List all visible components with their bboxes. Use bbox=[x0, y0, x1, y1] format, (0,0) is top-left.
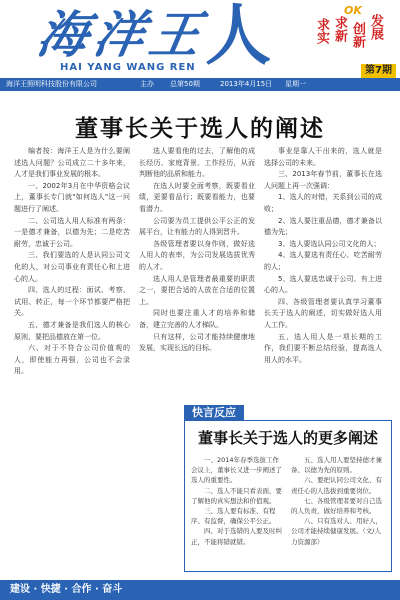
paragraph: 事业是靠人干出来的，选人就是选择公司的未来。 bbox=[264, 147, 382, 167]
paragraph: 四、对于选错的人要及时纠正，不能将错就错。 bbox=[191, 527, 282, 546]
paragraph: 三、2013年春节前，董事长在选人问题上再一次强调： bbox=[264, 170, 382, 190]
info-date: 2013年4月15日 bbox=[220, 80, 273, 88]
info-period: 总第50期 bbox=[170, 80, 200, 88]
paragraph: 六、对于不符合公司价值观的人，即使能力再强，公司也不会录用。 bbox=[14, 344, 130, 376]
slogan-3: 创新 bbox=[350, 22, 365, 48]
paragraph: 一、2014年春季选拔工作会议上，董事长又进一步阐述了选人的重要性。 bbox=[191, 456, 282, 485]
masthead-pinyin: HAI YANG WANG REN bbox=[60, 62, 196, 73]
masthead-title: 海洋王 bbox=[32, 5, 212, 64]
quick-column-2 bbox=[291, 455, 385, 547]
quick-response-box bbox=[184, 420, 392, 572]
paragraph: 编者按：海洋王人是为什么要阐述选人问题？公司成立二十多年来，人才是我们事业发展的根本。 bbox=[14, 147, 130, 179]
issue-number: 第7期 bbox=[361, 64, 396, 78]
footer-slogan: 建设 · 快捷 · 合作 · 奋斗 bbox=[0, 580, 400, 600]
paragraph: 公司要为员工提供公平公正的发展平台，让有能力的人得到晋升。 bbox=[139, 216, 255, 237]
paragraph: 二、选人不能只看表面，要了解他的真实想法和价值观。 bbox=[191, 486, 282, 505]
paragraph: 五、德才兼备是我们选人的核心原则，要把品德放在第一位。 bbox=[14, 320, 130, 341]
paragraph: 五、选人用人是一项长期的工作，我们要不断总结经验，提高选人用人的水平。 bbox=[264, 332, 382, 364]
quick-column-1 bbox=[191, 455, 285, 547]
info-bar bbox=[0, 78, 400, 91]
info-edition: 星期一 bbox=[285, 80, 306, 88]
paragraph: 只有这样，公司才能持续健康地发展，实现长远的目标。 bbox=[139, 332, 255, 353]
slogan-1: 求实 bbox=[314, 18, 329, 44]
masthead-big-char: 人 bbox=[205, 0, 271, 74]
article-headline: 董事长关于选人的阐述 bbox=[75, 116, 325, 142]
paragraph: 七、各级管理者要对自己选的人负责，做好培养和考核。 bbox=[291, 496, 382, 516]
slogan-2: 求新 bbox=[332, 16, 347, 42]
paragraph: 选人用人是管理者最重要的职责之一，要把合适的人放在合适的位置上。 bbox=[139, 274, 255, 306]
paragraph: 三、选人要有标准、有程序、有监督，确保公平公正。 bbox=[191, 507, 276, 526]
paragraph: 在选人时要全面考察，既要看业绩，更要看品行；既要看能力，也要看潜力。 bbox=[139, 181, 255, 213]
article-column-3 bbox=[264, 146, 382, 366]
paragraph: 一、2002年3月在中华资格会议上，董事长专门就"如何选人"这一问题进行了阐述。 bbox=[14, 181, 130, 213]
paragraph: 5、选人要选忠诚于公司、有上进心的人。 bbox=[264, 274, 382, 295]
paragraph: 各级管理者要以身作则，做好选人用人的表率，为公司发展选拔优秀的人才。 bbox=[139, 239, 255, 271]
paragraph: 四、各级管理者要认真学习董事长关于选人的阐述，切实做好选人用人工作。 bbox=[264, 297, 382, 329]
info-org: 海洋王照明科技股份有限公司 bbox=[6, 80, 97, 88]
paragraph: 八、只有选对人、用好人，公司才能持续健康发展。（文/人力资源部） bbox=[291, 517, 382, 546]
paragraph: 选人要看他的过去，了解他的成长经历、家庭背景、工作经历，从而判断他的品质和能力。 bbox=[139, 147, 255, 179]
slogan-4: 发展 bbox=[368, 14, 383, 40]
paragraph: 四、选人的过程：面试、考察、试用、转正，每一个环节都要严格把关。 bbox=[14, 286, 130, 318]
masthead bbox=[0, 0, 400, 92]
article-column-1 bbox=[14, 146, 130, 378]
ok-logo: OK bbox=[344, 4, 362, 17]
paragraph: 3、选人要选认同公司文化的人； bbox=[278, 239, 381, 248]
paragraph: 2、选人要注重品德，德才兼备以德为先； bbox=[264, 216, 382, 237]
info-sponsor: 主办 bbox=[140, 80, 154, 88]
paragraph: 4、选人要选有责任心、吃苦耐劳的人； bbox=[264, 251, 382, 271]
paragraph: 1、选人的对错，关系到公司的成败； bbox=[264, 193, 382, 213]
paragraph: 同时也要注重人才的培养和储备，建立完善的人才梯队。 bbox=[139, 309, 255, 329]
paragraph: 六、要把认同公司文化、有责任心的人选拔到重要岗位。 bbox=[291, 476, 382, 495]
quick-response-title: 董事长关于选人的更多阐述 bbox=[197, 429, 378, 447]
paragraph: 三、我们要选的人是认同公司文化的人，对公司事业有责任心和上进心的人。 bbox=[14, 251, 130, 283]
paragraph: 二、公司选人用人标准有两条：一是德才兼备，以德为先；二是吃苦耐劳，忠诚于公司。 bbox=[14, 216, 130, 248]
paragraph: 五、选人用人要坚持德才兼备、以德为先的原则。 bbox=[291, 456, 382, 475]
quick-response-label: 快言反应 bbox=[184, 405, 244, 420]
article-column-2 bbox=[139, 146, 255, 355]
